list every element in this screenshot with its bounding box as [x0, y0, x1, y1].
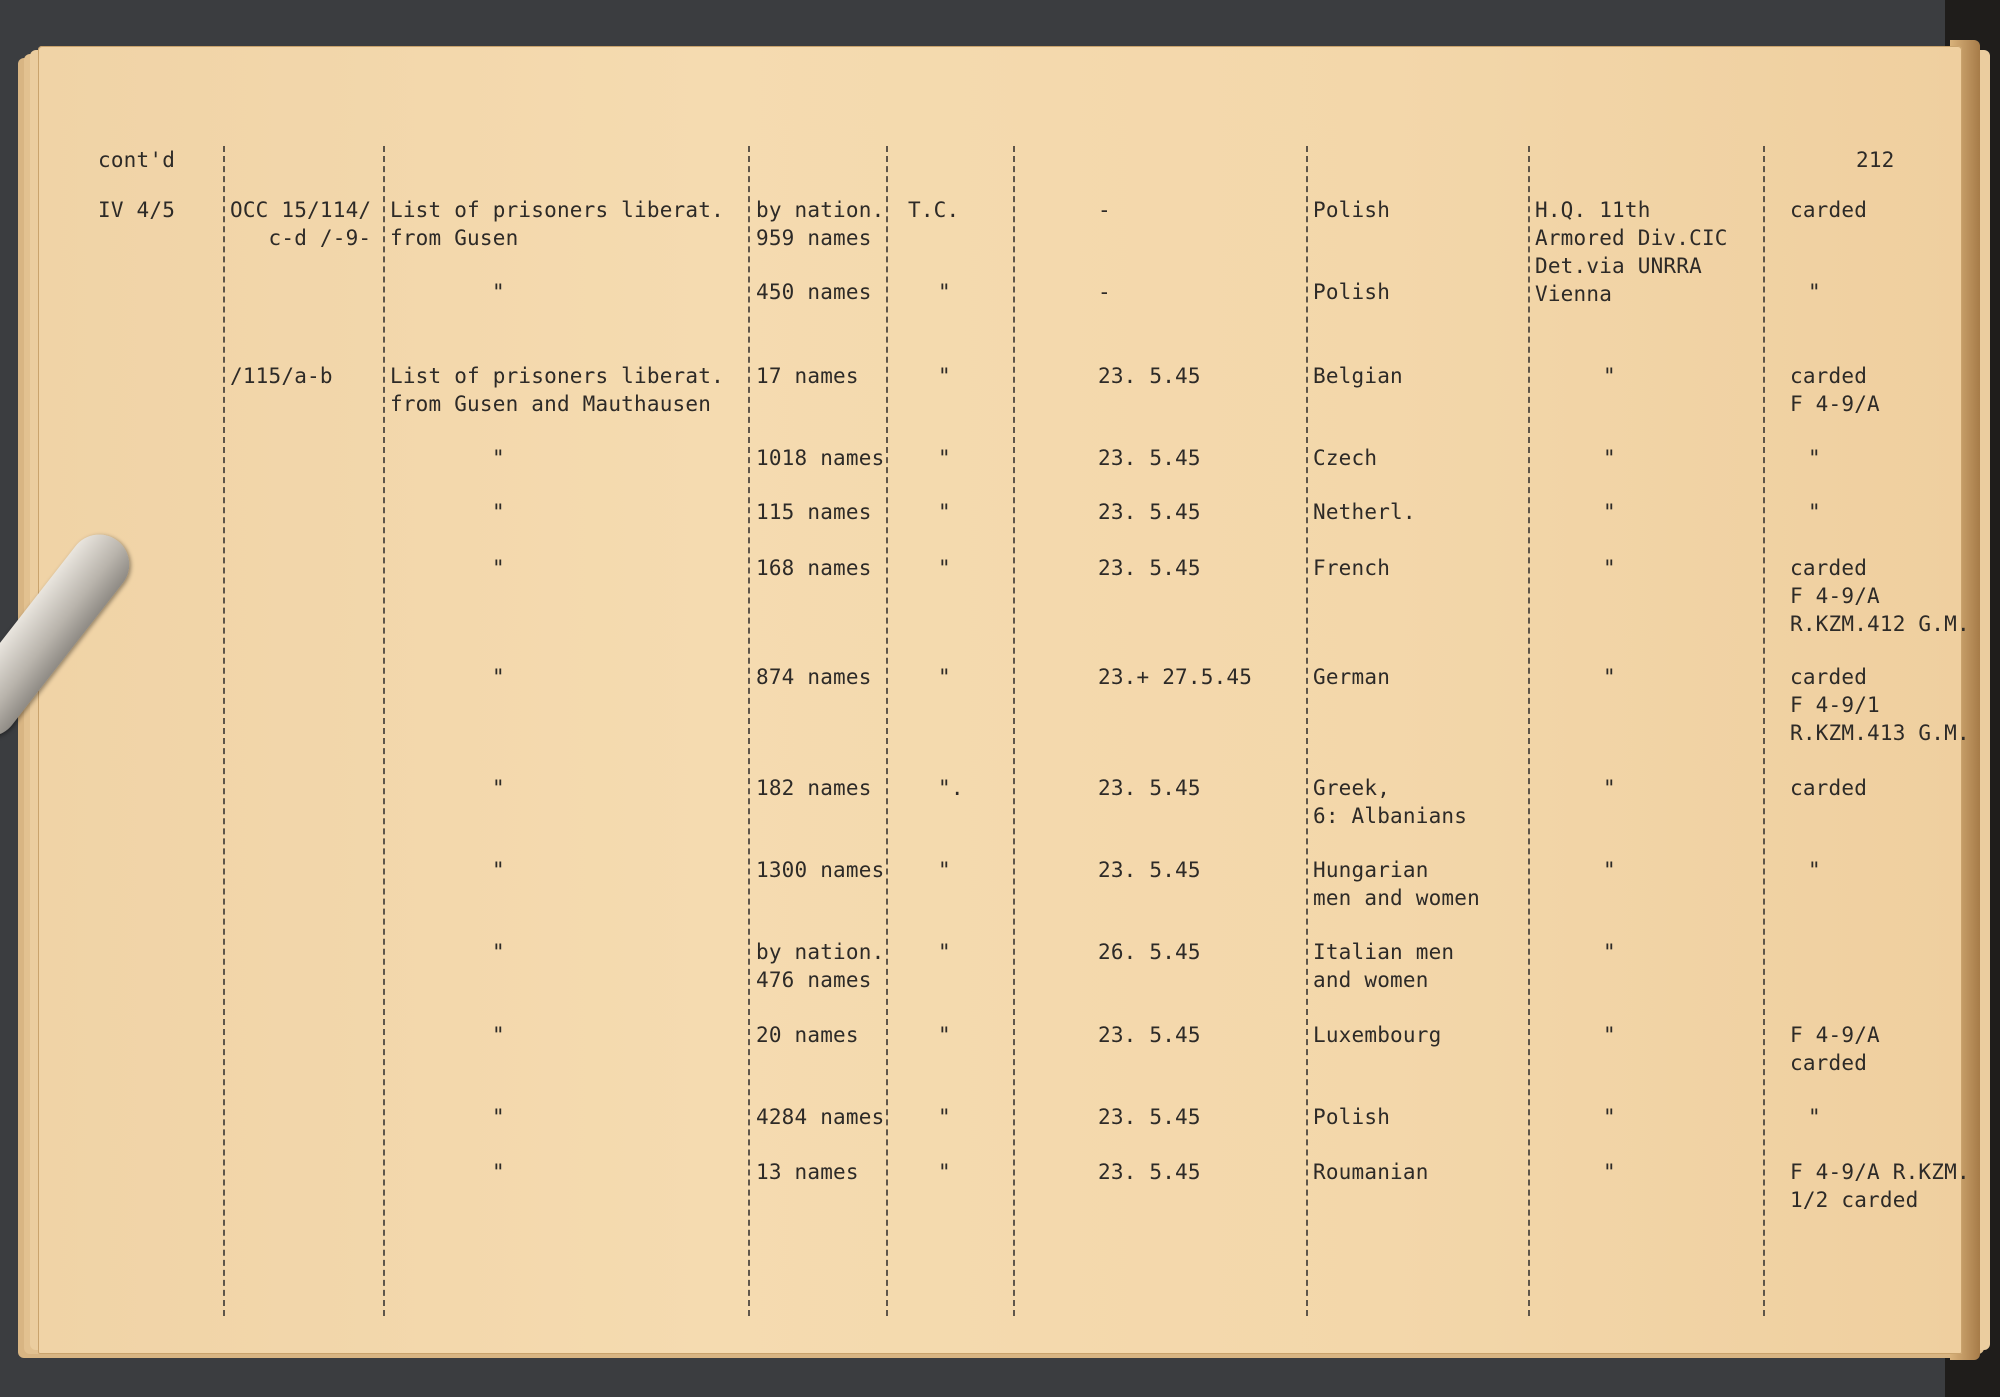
cell-date: 23. 5.45 [1098, 776, 1201, 800]
cell-source: " [1603, 500, 1616, 524]
cell-type: " [938, 446, 951, 470]
cell-nationality: Netherl. [1313, 500, 1416, 524]
cell-status: " [1808, 500, 1821, 524]
cell-date: - [1098, 198, 1111, 222]
cell-status: " [1808, 858, 1821, 882]
cell-status: carded [1790, 198, 1868, 222]
cell-source: " [1603, 1160, 1616, 1184]
cell-count: 874 names [756, 665, 872, 689]
cell-description: " [492, 1023, 505, 1047]
cell-date: 23. 5.45 [1098, 858, 1201, 882]
cell-description: " [492, 556, 505, 580]
cell-description: " [492, 500, 505, 524]
cell-count: 4284 names [756, 1105, 885, 1129]
cell-shelfmark: IV 4/5 [98, 198, 176, 222]
cell-count: 17 names [756, 364, 859, 388]
cell-nationality: Polish [1313, 1105, 1391, 1129]
cell-nationality: Luxembourg [1313, 1023, 1442, 1047]
cell-reference: /115/a-b [230, 364, 333, 388]
cell-date: 23. 5.45 [1098, 446, 1201, 470]
cell-count: 450 names [756, 280, 872, 304]
cell-status: " [1808, 280, 1821, 304]
cell-description: " [492, 858, 505, 882]
cell-description: " [492, 665, 505, 689]
column-divider [383, 146, 385, 1316]
cell-source: " [1603, 858, 1616, 882]
cell-source: " [1603, 1023, 1616, 1047]
header-contd: cont'd [98, 148, 176, 172]
cell-nationality: Italian men and women [1313, 940, 1455, 992]
cell-status: carded F 4-9/1 R.KZM.413 G.M. [1790, 665, 1970, 745]
cell-type: " [938, 665, 951, 689]
cell-description: " [492, 280, 505, 304]
cell-nationality: Greek, 6: Albanians [1313, 776, 1468, 828]
page-number: 212 [1856, 148, 1895, 172]
cell-source: " [1603, 446, 1616, 470]
cell-source: " [1603, 776, 1616, 800]
cell-description: " [492, 1160, 505, 1184]
cell-nationality: Polish [1313, 280, 1391, 304]
cell-type: T.C. [908, 198, 960, 222]
cell-description: List of prisoners liberat. from Gusen and Mauthausen [390, 364, 724, 416]
cell-source: " [1603, 556, 1616, 580]
cell-type: " [938, 1160, 951, 1184]
column-divider [1306, 146, 1308, 1316]
cell-date: 23.+ 27.5.45 [1098, 665, 1253, 689]
cell-nationality: Polish [1313, 198, 1391, 222]
cell-description: " [492, 776, 505, 800]
cell-type: " [938, 1023, 951, 1047]
cell-description: List of prisoners liberat. from Gusen [390, 198, 724, 250]
cell-date: 23. 5.45 [1098, 1160, 1201, 1184]
cell-type: " [938, 280, 951, 304]
cell-description: " [492, 1105, 505, 1129]
cell-reference: OCC 15/114/ c-d /-9- [230, 198, 372, 250]
cell-type: " [938, 556, 951, 580]
cell-status: " [1808, 1105, 1821, 1129]
cell-source: " [1603, 940, 1616, 964]
column-divider [748, 146, 750, 1316]
column-divider [223, 146, 225, 1316]
cell-type: " [938, 500, 951, 524]
cell-count: 1018 names [756, 446, 885, 470]
cell-description: " [492, 940, 505, 964]
cell-source: " [1603, 1105, 1616, 1129]
cell-type: " [938, 364, 951, 388]
cell-date: 23. 5.45 [1098, 500, 1201, 524]
cell-type: ". [938, 776, 964, 800]
cell-type: " [938, 858, 951, 882]
ledger-page [38, 46, 1970, 1354]
cell-count: 20 names [756, 1023, 859, 1047]
cell-source: " [1603, 364, 1616, 388]
cell-nationality: Roumanian [1313, 1160, 1429, 1184]
cell-type: " [938, 940, 951, 964]
cell-nationality: Belgian [1313, 364, 1403, 388]
cell-status: carded F 4-9/A [1790, 364, 1880, 416]
cell-date: - [1098, 280, 1111, 304]
cell-status: F 4-9/A carded [1790, 1023, 1880, 1075]
cell-source: H.Q. 11th Armored Div.CIC Det.via UNRRA Vienna [1535, 198, 1728, 306]
cell-date: 23. 5.45 [1098, 1023, 1201, 1047]
cell-count: by nation. 476 names [756, 940, 885, 992]
cell-status: " [1808, 446, 1821, 470]
cell-type: " [938, 1105, 951, 1129]
cell-status: F 4-9/A R.KZM. 1/2 carded [1790, 1160, 1970, 1212]
cell-nationality: German [1313, 665, 1391, 689]
column-divider [1013, 146, 1015, 1316]
cell-status: carded [1790, 776, 1868, 800]
cell-count: 13 names [756, 1160, 859, 1184]
cell-count: 115 names [756, 500, 872, 524]
cell-date: 23. 5.45 [1098, 1105, 1201, 1129]
cell-count: 1300 names [756, 858, 885, 882]
cell-count: by nation. 959 names [756, 198, 885, 250]
cell-date: 23. 5.45 [1098, 556, 1201, 580]
cell-count: 168 names [756, 556, 872, 580]
cell-nationality: Czech [1313, 446, 1378, 470]
cell-status: carded F 4-9/A R.KZM.412 G.M. [1790, 556, 1970, 636]
cell-source: " [1603, 665, 1616, 689]
cell-nationality: French [1313, 556, 1391, 580]
cell-date: 26. 5.45 [1098, 940, 1201, 964]
cell-count: 182 names [756, 776, 872, 800]
column-divider [1528, 146, 1530, 1316]
cell-nationality: Hungarian men and women [1313, 858, 1480, 910]
cell-date: 23. 5.45 [1098, 364, 1201, 388]
cell-description: " [492, 446, 505, 470]
column-divider [886, 146, 888, 1316]
column-divider [1763, 146, 1765, 1316]
